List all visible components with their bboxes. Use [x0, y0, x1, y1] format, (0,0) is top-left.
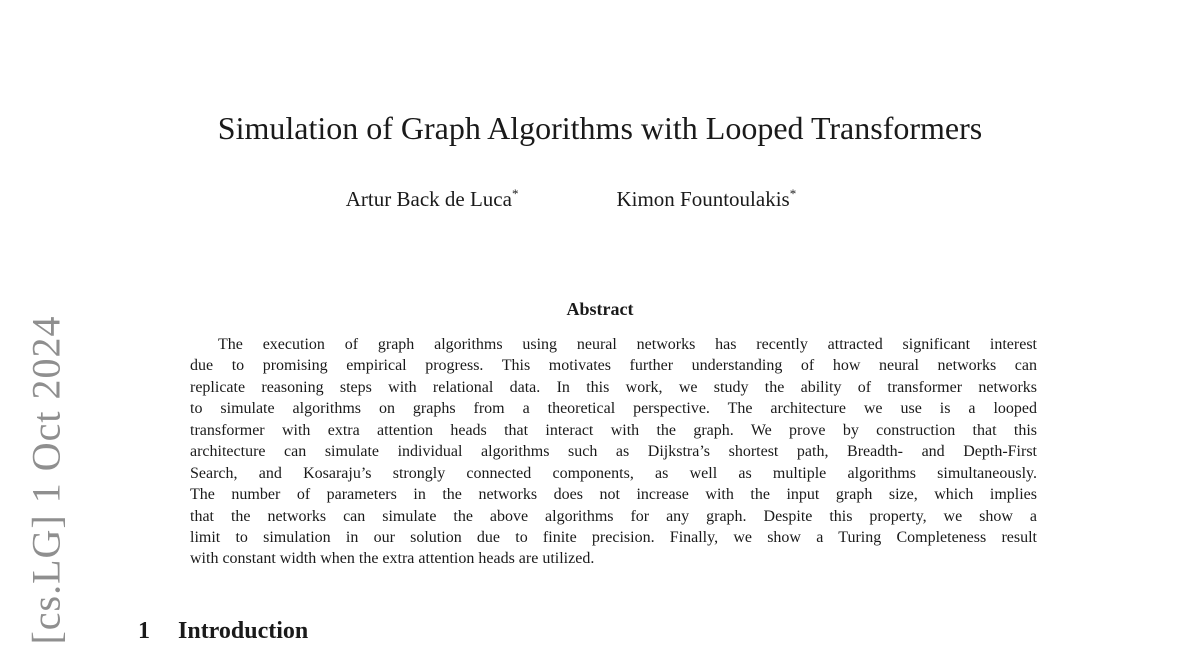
abstract-line: Search, and Kosaraju’s strongly connected components, as well as multiple algorithms simultaneously. [190, 464, 1037, 482]
abstract-line: replicate reasoning steps with relational data. In this work, we study the ability of transformer networks [190, 378, 1037, 396]
abstract-heading: Abstract [566, 299, 634, 319]
section-title: Introduction [178, 618, 309, 644]
section-heading-introduction [138, 618, 308, 645]
author-1-footnote-mark: * [511, 186, 519, 201]
arxiv-stamp: [cs.LG] 1 Oct 2024 [23, 315, 69, 645]
abstract-line: that the networks can simulate the above algorithms for any graph. Despite this property, we show a [190, 507, 1037, 525]
author-1 [346, 187, 519, 212]
abstract-line: to simulate algorithms on graphs from a theoretical perspective. The architecture we use is a looped [190, 400, 1037, 418]
abstract-line: transformer with extra attention heads that interact with the graph. We prove by construction that this [190, 421, 1037, 439]
author-1-name: Artur Back de Luca [345, 187, 512, 211]
section-number: 1 [138, 618, 150, 644]
author-2-name: Kimon Fountoulakis [616, 187, 790, 211]
abstract-line: limit to simulation in our solution due to finite precision. Finally, we show a Turing Completeness result [190, 528, 1037, 546]
author-2 [616, 187, 796, 212]
abstract-body [190, 334, 1037, 570]
abstract-line: The execution of graph algorithms using neural networks has recently attracted significant interest [218, 336, 1037, 353]
paper-title: Simulation of Graph Algorithms with Looped Transformers [217, 110, 983, 146]
author-2-footnote-mark: * [789, 186, 797, 201]
abstract-line: architecture can simulate individual algorithms such as Dijkstra’s shortest path, Breadth- and Depth-First [190, 443, 1037, 461]
authors-row [0, 187, 1171, 212]
abstract-line: due to promising empirical progress. This motivates further understanding of how neural networks can [190, 357, 1037, 375]
abstract-line: with constant width when the extra attention heads are utilized. [190, 550, 595, 568]
abstract-line: The number of parameters in the networks does not increase with the input graph size, which implies [190, 486, 1037, 504]
